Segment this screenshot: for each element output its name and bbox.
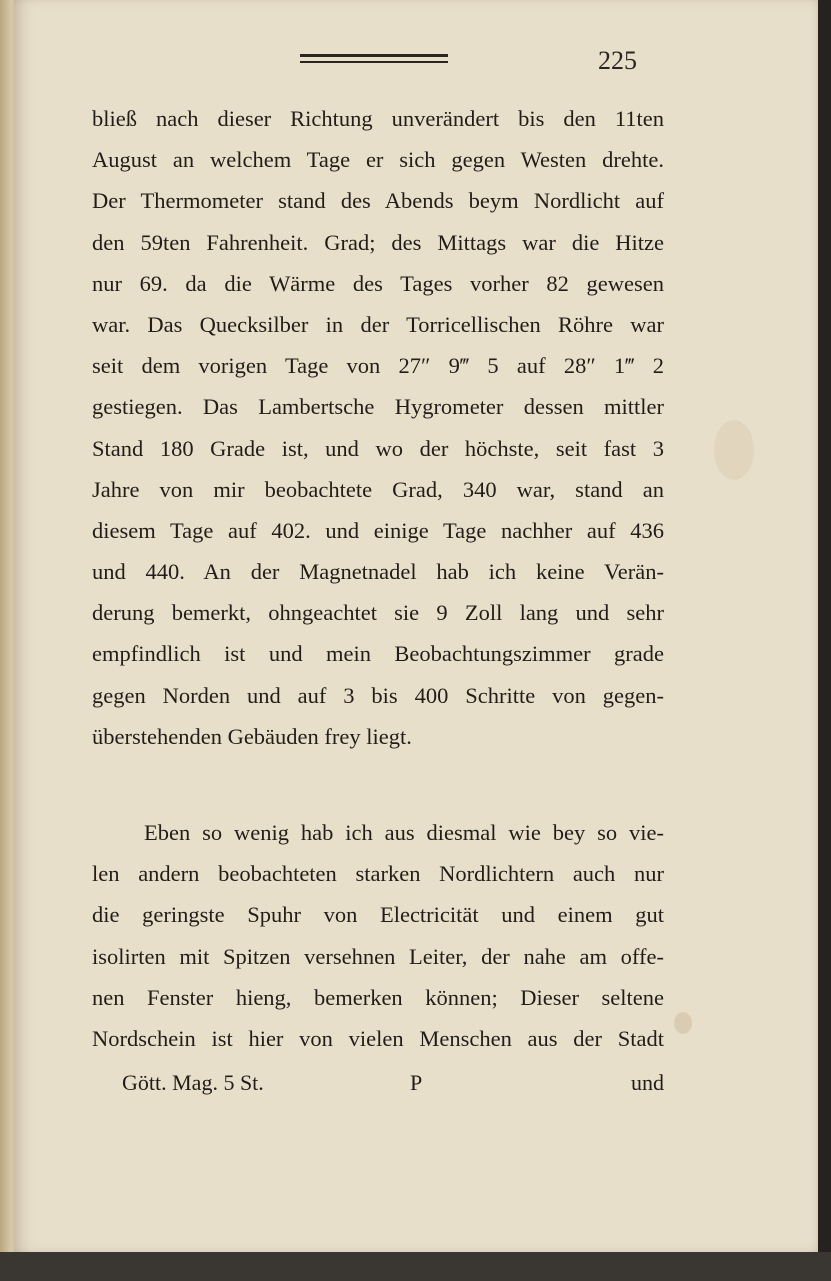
bottom-background	[0, 1252, 831, 1281]
paper-stain	[674, 1012, 692, 1034]
text-line: die geringste Spuhr von Electricität und einem gut	[92, 902, 664, 928]
text-line: gegen Norden und auf 3 bis 400 Schritte von gegen-	[92, 682, 664, 708]
text-line: war. Das Quecksilber in der Torricellischen Röhre war	[92, 311, 664, 337]
paper-stain	[714, 420, 754, 480]
right-background	[818, 0, 831, 1281]
text-line: derung bemerkt, ohngeachtet sie 9 Zoll lang und sehr	[92, 600, 664, 626]
text-line: den 59ten Fahrenheit. Grad; des Mittags war die Hitze	[92, 229, 664, 255]
text-line: August an welchem Tage er sich gegen Westen drehte.	[92, 147, 664, 173]
text-line: Der Thermometer stand des Abends beym Nordlicht auf	[92, 188, 664, 214]
signature-mark: Gött. Mag. 5 St.	[122, 1070, 264, 1095]
text-line: diesem Tage auf 402. und einige Tage nachher auf 436	[92, 517, 664, 543]
text-line: Stand 180 Grade ist, und wo der höchste, seit fast 3	[92, 435, 664, 461]
page-number: 225	[598, 46, 637, 75]
text-line: Eben so wenig hab ich aus diesmal wie bey so vie-	[144, 820, 664, 845]
text-line: empfindlich ist und mein Beobachtungszimmer grade	[92, 641, 664, 667]
catchword: und	[631, 1070, 664, 1095]
text-line: Jahre von mir beobachtete Grad, 340 war, stand an	[92, 476, 664, 502]
header-rule	[300, 54, 448, 67]
text-line: überstehenden Gebäuden frey liegt.	[92, 723, 412, 749]
text-line: bließ nach dieser Richtung unverändert bis den 11ten	[92, 106, 664, 131]
text-line: und 440. An der Magnetnadel hab ich keine Verän-	[92, 559, 664, 585]
text-line: Nordschein ist hier von vielen Menschen aus der Stadt	[92, 1025, 664, 1051]
text-line: gestiegen. Das Lambertsche Hygrometer dessen mittler	[92, 394, 664, 420]
text-line: len andern beobachteten starken Nordlichtern auch nur	[92, 861, 664, 887]
sheet-mark: P	[410, 1070, 423, 1095]
page-footer	[92, 1064, 664, 1104]
text-line: nur 69. da die Wärme des Tages vorher 82 gewesen	[92, 270, 664, 296]
text-line: nen Fenster hieng, bemerken können; Dieser seltene	[92, 984, 664, 1010]
paragraph-1	[92, 98, 664, 757]
paragraph-2	[92, 812, 664, 1059]
text-line: seit dem vorigen Tage von 27″ 9‴ 5 auf 28″ 1‴ 2	[92, 353, 664, 379]
text-line: isolirten mit Spitzen versehnen Leiter, der nahe am offe-	[92, 943, 664, 969]
